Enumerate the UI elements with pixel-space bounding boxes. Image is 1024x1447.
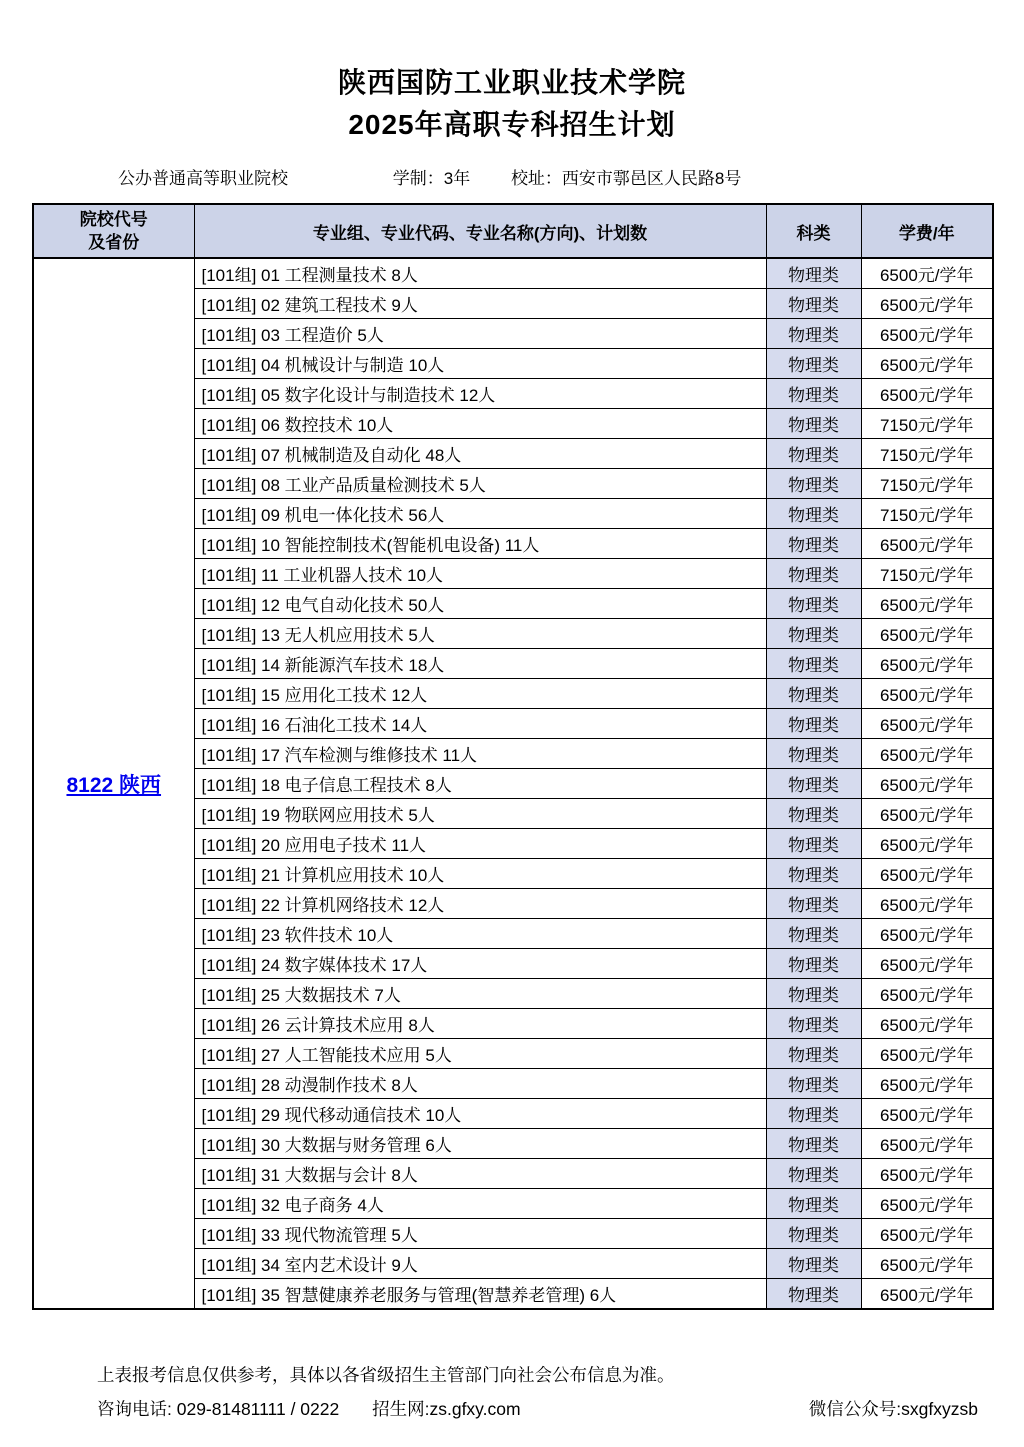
- category-cell: 物理类: [766, 289, 861, 319]
- major-cell: [101组] 32 电子商务 4人: [194, 1189, 766, 1219]
- fee-cell: 6500元/学年: [861, 979, 993, 1009]
- category-cell: 物理类: [766, 769, 861, 799]
- fee-cell: 6500元/学年: [861, 1189, 993, 1219]
- major-cell: [101组] 06 数控技术 10人: [194, 409, 766, 439]
- major-cell: [101组] 11 工业机器人技术 10人: [194, 559, 766, 589]
- major-cell: [101组] 25 大数据技术 7人: [194, 979, 766, 1009]
- major-cell: [101组] 10 智能控制技术(智能机电设备) 11人: [194, 529, 766, 559]
- header-major: 专业组、专业代码、专业名称(方向)、计划数: [194, 204, 766, 258]
- major-cell: [101组] 04 机械设计与制造 10人: [194, 349, 766, 379]
- fee-cell: 6500元/学年: [861, 829, 993, 859]
- fee-cell: 6500元/学年: [861, 949, 993, 979]
- category-cell: 物理类: [766, 409, 861, 439]
- fee-cell: 6500元/学年: [861, 1129, 993, 1159]
- website-label: 招生网:zs.gfxy.com: [372, 1399, 521, 1419]
- major-cell: [101组] 33 现代物流管理 5人: [194, 1219, 766, 1249]
- fee-cell: 6500元/学年: [861, 1099, 993, 1129]
- category-cell: 物理类: [766, 679, 861, 709]
- category-cell: 物理类: [766, 469, 861, 499]
- fee-cell: 6500元/学年: [861, 349, 993, 379]
- major-cell: [101组] 16 石油化工技术 14人: [194, 709, 766, 739]
- footer-contact-left: [97, 1392, 521, 1426]
- fee-cell: 6500元/学年: [861, 709, 993, 739]
- fee-cell: 6500元/学年: [861, 1009, 993, 1039]
- major-cell: [101组] 07 机械制造及自动化 48人: [194, 439, 766, 469]
- wechat-label: 微信公众号:sxgfxyzsb: [808, 1399, 978, 1419]
- major-cell: [101组] 03 工程造价 5人: [194, 319, 766, 349]
- fee-cell: 6500元/学年: [861, 679, 993, 709]
- footer-note: 上表报考信息仅供参考，具体以各省级招生主管部门向社会公布信息为准。: [97, 1365, 675, 1385]
- category-cell: 物理类: [766, 379, 861, 409]
- page-footer: [97, 1358, 978, 1426]
- table-row: [33, 258, 993, 289]
- fee-cell: 6500元/学年: [861, 1219, 993, 1249]
- table-header: [33, 204, 993, 258]
- fee-cell: 6500元/学年: [861, 919, 993, 949]
- major-cell: [101组] 22 计算机网络技术 12人: [194, 889, 766, 919]
- major-cell: [101组] 23 软件技术 10人: [194, 919, 766, 949]
- address-label: 校址：西安市鄠邑区人民路8号: [510, 169, 742, 188]
- category-cell: 物理类: [766, 559, 861, 589]
- fee-cell: 6500元/学年: [861, 649, 993, 679]
- major-cell: [101组] 14 新能源汽车技术 18人: [194, 649, 766, 679]
- fee-cell: 7150元/学年: [861, 469, 993, 499]
- fee-cell: 6500元/学年: [861, 889, 993, 919]
- fee-cell: 7150元/学年: [861, 439, 993, 469]
- fee-cell: 6500元/学年: [861, 1159, 993, 1189]
- major-cell: [101组] 09 机电一体化技术 56人: [194, 499, 766, 529]
- category-cell: 物理类: [766, 589, 861, 619]
- category-cell: 物理类: [766, 859, 861, 889]
- fee-cell: 7150元/学年: [861, 499, 993, 529]
- major-cell: [101组] 02 建筑工程技术 9人: [194, 289, 766, 319]
- major-cell: [101组] 28 动漫制作技术 8人: [194, 1069, 766, 1099]
- category-cell: 物理类: [766, 739, 861, 769]
- fee-cell: 6500元/学年: [861, 319, 993, 349]
- major-cell: [101组] 05 数字化设计与制造技术 12人: [194, 379, 766, 409]
- fee-cell: 6500元/学年: [861, 258, 993, 289]
- enrollment-plan-table: [32, 203, 994, 1310]
- category-cell: 物理类: [766, 799, 861, 829]
- school-info-line: [118, 167, 1024, 191]
- page-title: 陕西国防工业职业技术学院: [337, 67, 686, 98]
- category-cell: 物理类: [766, 709, 861, 739]
- college-code-link[interactable]: 8122 陕西: [66, 773, 162, 797]
- major-cell: [101组] 30 大数据与财务管理 6人: [194, 1129, 766, 1159]
- category-cell: 物理类: [766, 1009, 861, 1039]
- fee-cell: 6500元/学年: [861, 799, 993, 829]
- header-row: [33, 204, 993, 258]
- fee-cell: 6500元/学年: [861, 1039, 993, 1069]
- major-cell: [101组] 13 无人机应用技术 5人: [194, 619, 766, 649]
- category-cell: 物理类: [766, 1069, 861, 1099]
- fee-cell: 6500元/学年: [861, 1279, 993, 1310]
- fee-cell: 6500元/学年: [861, 1069, 993, 1099]
- category-cell: 物理类: [766, 979, 861, 1009]
- major-cell: [101组] 31 大数据与会计 8人: [194, 1159, 766, 1189]
- document-titles: [0, 0, 1024, 146]
- category-cell: 物理类: [766, 1159, 861, 1189]
- category-cell: 物理类: [766, 319, 861, 349]
- category-cell: 物理类: [766, 949, 861, 979]
- footer-contact-line: [97, 1392, 978, 1426]
- major-cell: [101组] 19 物联网应用技术 5人: [194, 799, 766, 829]
- category-cell: 物理类: [766, 1249, 861, 1279]
- major-cell: [101组] 24 数字媒体技术 17人: [194, 949, 766, 979]
- fee-cell: 6500元/学年: [861, 289, 993, 319]
- phone-label: 咨询电话: 029-81481111 / 0222: [97, 1399, 340, 1419]
- header-college: [33, 204, 194, 258]
- header-fee: 学费/年: [861, 204, 993, 258]
- school-type-label: 公办普通高等职业院校: [118, 169, 288, 188]
- major-cell: [101组] 29 现代移动通信技术 10人: [194, 1099, 766, 1129]
- category-cell: 物理类: [766, 258, 861, 289]
- major-cell: [101组] 21 计算机应用技术 10人: [194, 859, 766, 889]
- fee-cell: 6500元/学年: [861, 529, 993, 559]
- category-cell: 物理类: [766, 829, 861, 859]
- category-cell: 物理类: [766, 349, 861, 379]
- major-cell: [101组] 17 汽车检测与维修技术 11人: [194, 739, 766, 769]
- duration-label: 学制：3年: [392, 169, 471, 188]
- fee-cell: 7150元/学年: [861, 409, 993, 439]
- major-cell: [101组] 18 电子信息工程技术 8人: [194, 769, 766, 799]
- fee-cell: 6500元/学年: [861, 739, 993, 769]
- header-college-line1: 院校代号: [79, 210, 148, 229]
- category-cell: 物理类: [766, 499, 861, 529]
- major-cell: [101组] 08 工业产品质量检测技术 5人: [194, 469, 766, 499]
- fee-cell: 6500元/学年: [861, 859, 993, 889]
- category-cell: 物理类: [766, 1129, 861, 1159]
- category-cell: 物理类: [766, 889, 861, 919]
- major-cell: [101组] 26 云计算技术应用 8人: [194, 1009, 766, 1039]
- header-college-line2: 及省份: [88, 233, 140, 252]
- category-cell: 物理类: [766, 1219, 861, 1249]
- major-cell: [101组] 34 室内艺术设计 9人: [194, 1249, 766, 1279]
- major-cell: [101组] 20 应用电子技术 11人: [194, 829, 766, 859]
- category-cell: 物理类: [766, 1279, 861, 1310]
- header-category: 科类: [766, 204, 861, 258]
- fee-cell: 6500元/学年: [861, 769, 993, 799]
- major-cell: [101组] 15 应用化工技术 12人: [194, 679, 766, 709]
- major-cell: [101组] 12 电气自动化技术 50人: [194, 589, 766, 619]
- category-cell: 物理类: [766, 619, 861, 649]
- fee-cell: 6500元/学年: [861, 619, 993, 649]
- fee-cell: 7150元/学年: [861, 559, 993, 589]
- category-cell: 物理类: [766, 1099, 861, 1129]
- college-cell: [33, 258, 194, 1309]
- fee-cell: 6500元/学年: [861, 1249, 993, 1279]
- category-cell: 物理类: [766, 919, 861, 949]
- category-cell: 物理类: [766, 1039, 861, 1069]
- category-cell: 物理类: [766, 439, 861, 469]
- major-cell: [101组] 01 工程测量技术 8人: [194, 258, 766, 289]
- fee-cell: 6500元/学年: [861, 589, 993, 619]
- page-subtitle: 2025年高职专科招生计划: [348, 109, 676, 140]
- major-cell: [101组] 35 智慧健康养老服务与管理(智慧养老管理) 6人: [194, 1279, 766, 1310]
- fee-cell: 6500元/学年: [861, 379, 993, 409]
- category-cell: 物理类: [766, 1189, 861, 1219]
- major-cell: [101组] 27 人工智能技术应用 5人: [194, 1039, 766, 1069]
- category-cell: 物理类: [766, 529, 861, 559]
- table-body: [33, 258, 993, 1309]
- category-cell: 物理类: [766, 649, 861, 679]
